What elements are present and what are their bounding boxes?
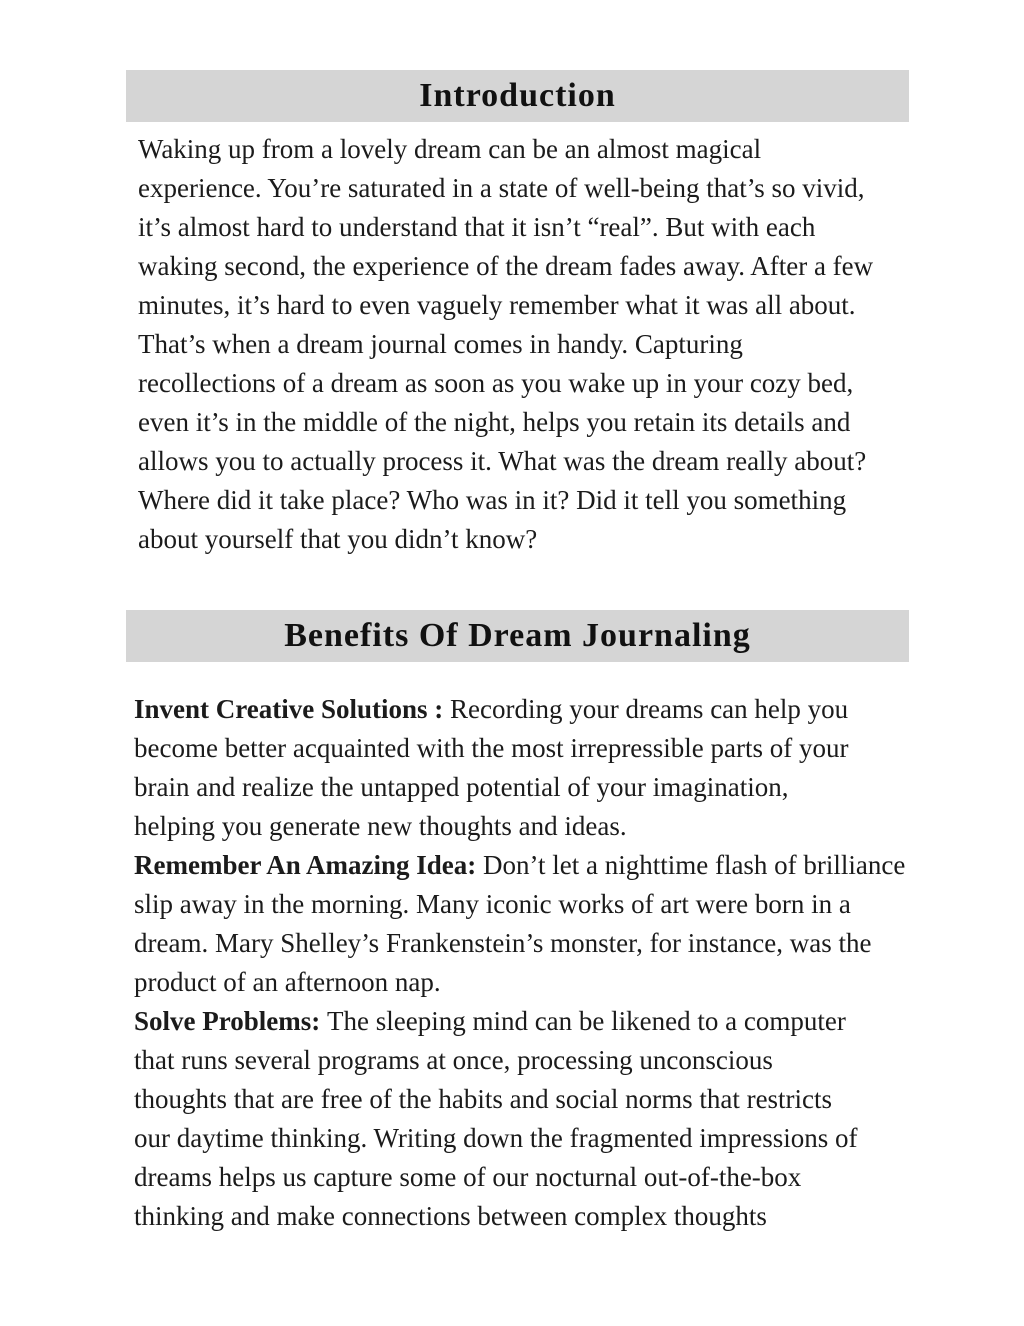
- benefit-text: our daytime thinking. Writing down the fragmented impressions of: [134, 1123, 858, 1153]
- benefit-text: Recording your dreams can help you: [450, 694, 849, 724]
- text-line: even it’s in the middle of the night, helps you retain its details and: [138, 407, 851, 437]
- text-line: [134, 807, 916, 846]
- text-line: [134, 1002, 916, 1041]
- text-line: [134, 1041, 916, 1080]
- benefit-lead: Solve Problems:: [134, 1006, 327, 1036]
- benefits-title: Benefits Of Dream Journaling: [284, 617, 751, 654]
- benefit-text: product of an afternoon nap.: [134, 967, 441, 997]
- benefit-text: slip away in the morning. Many iconic works of art were born in a: [134, 889, 851, 919]
- section-header-introduction: [126, 70, 909, 122]
- benefit-text: The sleeping mind can be likened to a computer: [326, 1006, 846, 1036]
- text-line: [134, 963, 916, 1002]
- text-line: [134, 768, 916, 807]
- benefits-paragraphs: [126, 690, 916, 1236]
- section-header-benefits: [126, 610, 909, 662]
- text-line: [134, 690, 916, 729]
- text-line: [134, 1158, 916, 1197]
- text-line: Where did it take place? Who was in it? Did it tell you something: [138, 485, 847, 515]
- text-line: Waking up from a lovely dream can be an almost magical: [138, 134, 762, 164]
- benefit-text: thinking and make connections between complex thoughts: [134, 1201, 767, 1231]
- benefit-text: Don’t let a nighttime flash of brilliance: [482, 850, 906, 880]
- text-line: [134, 1080, 916, 1119]
- text-line: experience. You’re saturated in a state of well-being that’s so vivid,: [138, 173, 865, 203]
- benefit-text: become better acquainted with the most irrepressible parts of your: [134, 733, 849, 763]
- intro-paragraph: [126, 130, 916, 559]
- text-line: waking second, the experience of the dream fades away. After a few: [138, 251, 874, 281]
- text-line: allows you to actually process it. What was the dream really about?: [138, 446, 867, 476]
- text-line: [134, 885, 916, 924]
- text-line: about yourself that you didn’t know?: [138, 524, 538, 554]
- text-line: That’s when a dream journal comes in handy. Capturing: [138, 329, 743, 359]
- text-line: it’s almost hard to understand that it isn’t “real”. But with each: [138, 212, 816, 242]
- benefit-text: that runs several programs at once, processing unconscious: [134, 1045, 773, 1075]
- benefit-text: thoughts that are free of the habits and social norms that restricts: [134, 1084, 833, 1114]
- introduction-title: Introduction: [419, 77, 616, 114]
- benefit-text: helping you generate new thoughts and ideas.: [134, 811, 627, 841]
- text-line: [134, 1197, 916, 1236]
- benefit-text: brain and realize the untapped potential of your imagination,: [134, 772, 789, 802]
- section-introduction: [0, 70, 1024, 559]
- benefit-text: dreams helps us capture some of our nocturnal out-of-the-box: [134, 1162, 802, 1192]
- text-line: minutes, it’s hard to even vaguely remember what it was all about.: [138, 290, 856, 320]
- benefit-lead: Invent Creative Solutions :: [134, 694, 451, 724]
- text-line: [134, 1119, 916, 1158]
- text-line: [134, 924, 916, 963]
- benefit-lead: Remember An Amazing Idea:: [134, 850, 483, 880]
- benefit-text: dream. Mary Shelley’s Frankenstein’s monster, for instance, was the: [134, 928, 872, 958]
- text-line: recollections of a dream as soon as you wake up in your cozy bed,: [138, 368, 854, 398]
- text-line: [134, 846, 916, 885]
- section-benefits: [0, 610, 1024, 1236]
- text-line: [134, 729, 916, 768]
